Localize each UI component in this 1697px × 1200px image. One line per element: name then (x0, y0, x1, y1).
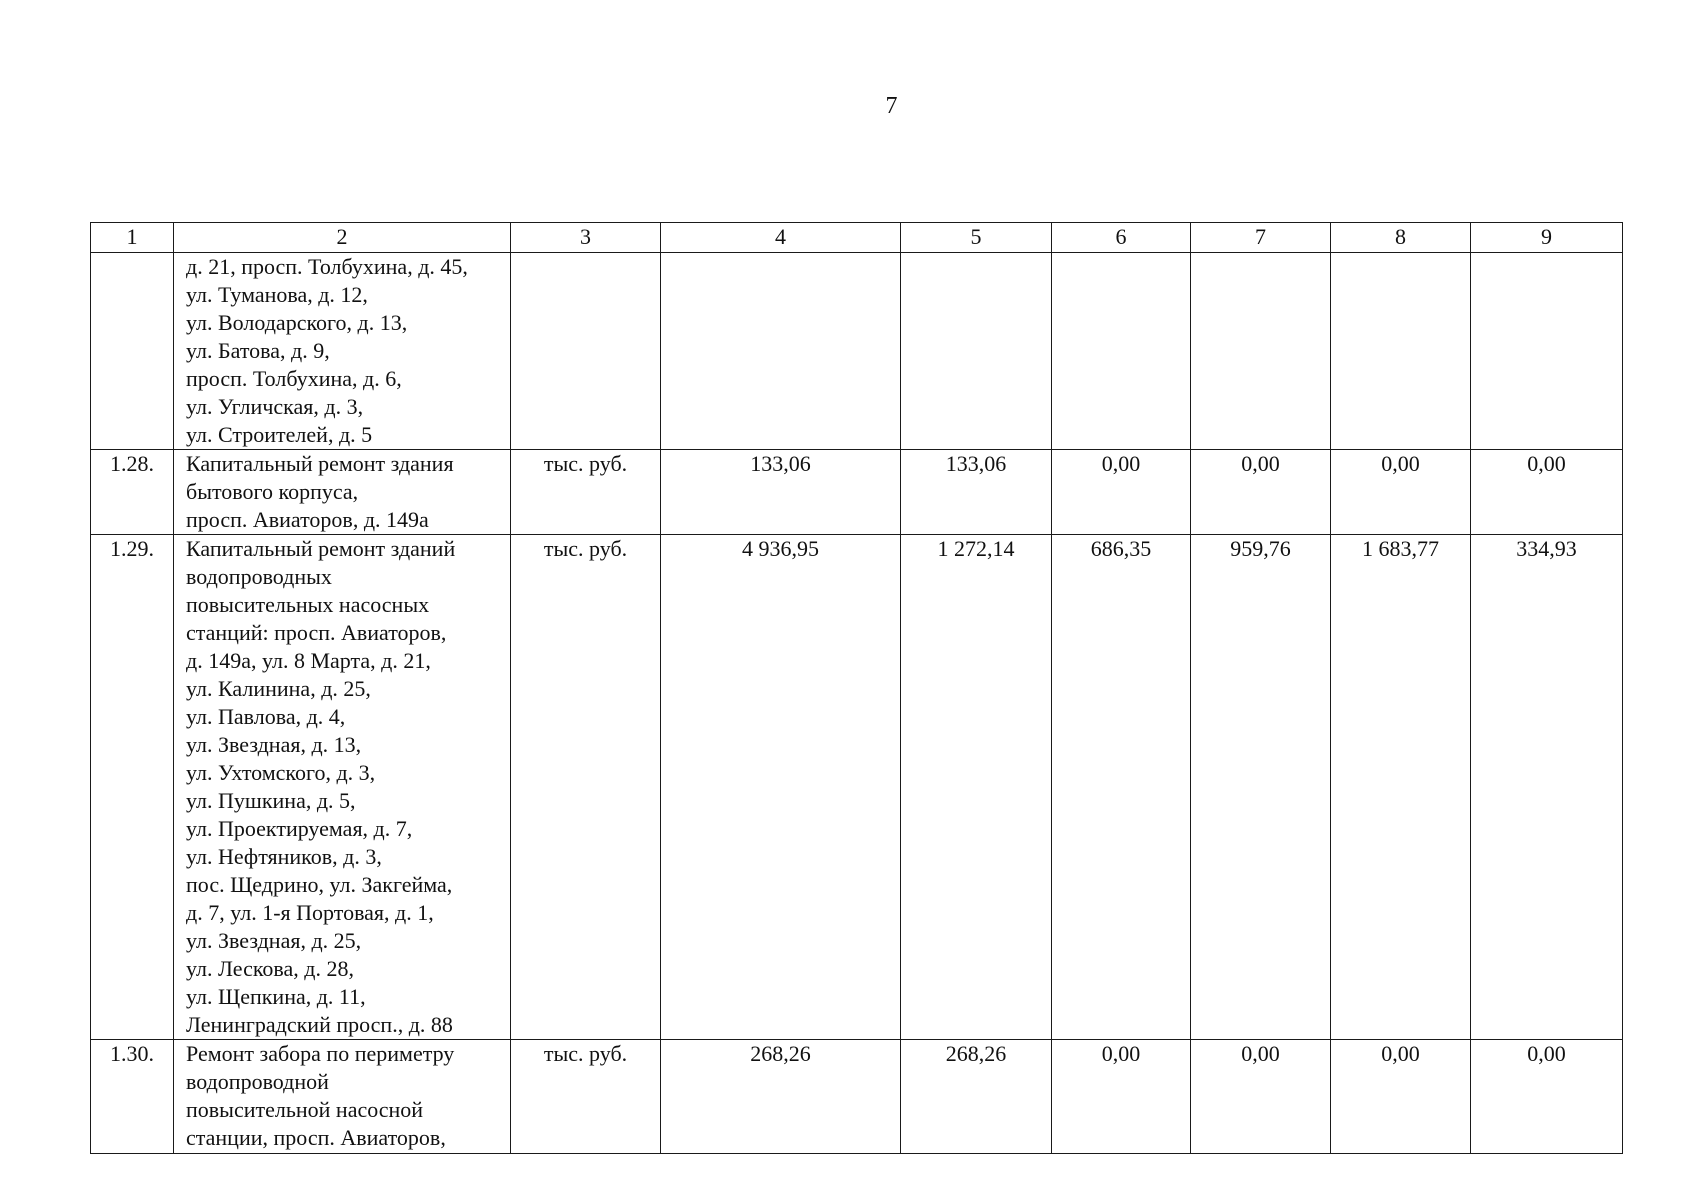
row-value-col6: 686,35 (1052, 535, 1191, 1040)
row-value-col4: 4 936,95 (661, 535, 901, 1040)
column-header: 5 (901, 223, 1052, 253)
row-value-col7 (1191, 253, 1331, 450)
row-description: Капитальный ремонт зданий водопроводных повысительных насосных станций: просп. Авиаторов, д. 149а, ул. 8 Марта, д. 21, ул. Калинина, д. 25, ул. Павлова, д. 4, ул. Звездная, д. 13, ул. Ухтомского, д. 3, ул. Пушкина, д. 5, ул. Проектируемая, д. 7, ул. Нефтяников, д. 3, пос. Щедрино, ул. Закгейма, д. 7, ул. 1-я Портовая, д. 1, ул. Звездная, д. 25, ул. Лескова, д. 28, ул. Щепкина, д. 11, Ленинградский просп., д. 88 (174, 535, 511, 1040)
row-value-col4 (661, 253, 901, 450)
column-header: 1 (91, 223, 174, 253)
row-description: д. 21, просп. Толбухина, д. 45, ул. Туманова, д. 12, ул. Володарского, д. 13, ул. Батова, д. 9, просп. Толбухина, д. 6, ул. Угличская, д. 3, ул. Строителей, д. 5 (174, 253, 511, 450)
row-value-col9: 0,00 (1471, 450, 1623, 535)
column-header: 6 (1052, 223, 1191, 253)
row-unit: тыс. руб. (511, 1040, 661, 1154)
row-value-col6: 0,00 (1052, 450, 1191, 535)
table-row (91, 450, 1623, 535)
table-row (91, 253, 1623, 450)
row-value-col6: 0,00 (1052, 1040, 1191, 1154)
row-value-col5: 133,06 (901, 450, 1052, 535)
row-number: 1.29. (91, 535, 174, 1040)
column-header: 8 (1331, 223, 1471, 253)
row-value-col4: 268,26 (661, 1040, 901, 1154)
row-value-col5: 268,26 (901, 1040, 1052, 1154)
row-value-col8: 0,00 (1331, 1040, 1471, 1154)
table-row (91, 1040, 1623, 1154)
row-number: 1.30. (91, 1040, 174, 1154)
row-value-col4: 133,06 (661, 450, 901, 535)
row-value-col9: 0,00 (1471, 1040, 1623, 1154)
row-value-col5: 1 272,14 (901, 535, 1052, 1040)
row-value-col7: 959,76 (1191, 535, 1331, 1040)
row-value-col9: 334,93 (1471, 535, 1623, 1040)
row-unit: тыс. руб. (511, 535, 661, 1040)
row-value-col6 (1052, 253, 1191, 450)
column-header: 4 (661, 223, 901, 253)
row-value-col7: 0,00 (1191, 450, 1331, 535)
row-value-col7: 0,00 (1191, 1040, 1331, 1154)
row-description: Ремонт забора по периметру водопроводной повысительной насосной станции, просп. Авиаторов, (174, 1040, 511, 1154)
column-header: 2 (174, 223, 511, 253)
row-value-col8 (1331, 253, 1471, 450)
row-number (91, 253, 174, 450)
row-value-col9 (1471, 253, 1623, 450)
row-value-col8: 1 683,77 (1331, 535, 1471, 1040)
column-header: 7 (1191, 223, 1331, 253)
row-unit: тыс. руб. (511, 450, 661, 535)
table-row (91, 535, 1623, 1040)
row-value-col8: 0,00 (1331, 450, 1471, 535)
column-header: 3 (511, 223, 661, 253)
page-number: 7 (885, 93, 898, 119)
table-header-row (91, 223, 1623, 253)
column-header: 9 (1471, 223, 1623, 253)
row-unit (511, 253, 661, 450)
row-description: Капитальный ремонт здания бытового корпуса, просп. Авиаторов, д. 149а (174, 450, 511, 535)
budget-table (90, 222, 1623, 1154)
row-number: 1.28. (91, 450, 174, 535)
row-value-col5 (901, 253, 1052, 450)
